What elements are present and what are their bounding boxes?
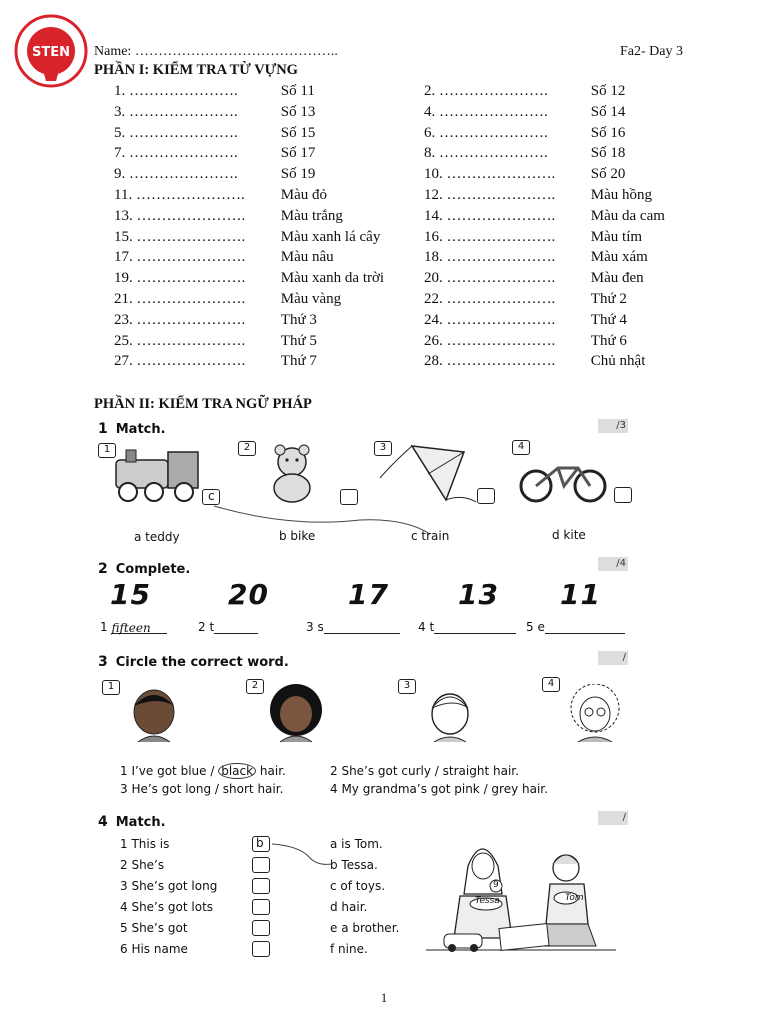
vocab-blank[interactable]: 9. …………………. <box>114 166 238 183</box>
vocab-prompt: Số 15 <box>280 124 316 141</box>
vocab-row <box>114 164 734 185</box>
number-15: 15 <box>110 578 151 611</box>
ex4-right-d: d hair. <box>330 900 368 914</box>
vocab-prompt: Màu vàng <box>280 290 342 307</box>
ex1-badge-1: 1 <box>98 443 116 458</box>
vocab-prompt: Số 16 <box>590 124 626 141</box>
ex4-answer-box-3[interactable] <box>252 878 270 894</box>
vocab-blank[interactable]: 17. …………………. <box>114 249 246 266</box>
ex1-badge-4: 4 <box>512 440 530 455</box>
ex3-badge-4: 4 <box>542 677 560 692</box>
ex3-sentence-4: 4 My grandma’s got pink / grey hair. <box>330 782 548 796</box>
vocab-prompt: Màu xanh lá cây <box>280 228 381 245</box>
vocab-blank[interactable]: 22. …………………. <box>424 290 556 307</box>
number-11: 11 <box>560 578 601 611</box>
vocab-row <box>114 102 734 123</box>
ex3-badge-1: 1 <box>102 680 120 695</box>
ex4-right-f: f nine. <box>330 942 368 956</box>
vocab-blank[interactable]: 1. …………………. <box>114 83 238 99</box>
vocab-prompt: Thứ 4 <box>590 311 627 328</box>
ex1-heading: 1 Match. <box>98 421 166 437</box>
boy-black-hair-picture <box>128 684 180 744</box>
ex4-heading: 4 Match. <box>98 814 166 830</box>
ex2-blank-2[interactable]: 2 t <box>198 620 258 634</box>
vocab-prompt: Màu tím <box>590 228 643 245</box>
vocab-prompt: Màu hồng <box>590 186 653 203</box>
boy-short-hair-picture <box>424 684 476 744</box>
vocab-row <box>114 185 734 206</box>
ex2-score: /4 <box>598 557 628 571</box>
vocab-blank[interactable]: 2. …………………. <box>424 83 548 99</box>
vocab-prompt: Thứ 3 <box>280 311 317 328</box>
train-picture <box>106 446 210 504</box>
ex4-left-3: 3 She’s got long <box>120 879 218 893</box>
ex3-score: / <box>598 651 628 665</box>
number-20: 20 <box>228 578 269 611</box>
vocab-row <box>114 123 734 144</box>
vocab-blank[interactable]: 15. …………………. <box>114 228 246 245</box>
vocab-blank[interactable]: 4. …………………. <box>424 103 548 120</box>
vocab-prompt: Màu trắng <box>280 207 343 224</box>
vocab-blank[interactable]: 5. …………………. <box>114 124 238 141</box>
vocab-prompt: Chủ nhật <box>590 353 646 370</box>
ex1-badge-2: 2 <box>238 441 256 456</box>
vocab-blank[interactable]: 18. …………………. <box>424 249 556 266</box>
vocab-prompt: Số 18 <box>590 145 626 162</box>
vocab-prompt: Màu xám <box>590 249 648 266</box>
ex1-option-b: b bike <box>279 529 316 543</box>
svg-text:STEN: STEN <box>32 45 70 60</box>
ex4-match-line <box>270 840 334 870</box>
ex4-right-e: e a brother. <box>330 921 400 935</box>
vocab-prompt: Thứ 6 <box>590 332 627 349</box>
tom-name-tag: Tom <box>565 893 584 903</box>
ex4-answer-box-4[interactable] <box>252 899 270 915</box>
vocab-prompt: Thứ 5 <box>280 332 317 349</box>
vocab-prompt: Số 12 <box>590 83 626 99</box>
vocab-blank[interactable]: 6. …………………. <box>424 124 548 141</box>
vocab-row <box>114 351 734 372</box>
vocab-row <box>114 206 734 227</box>
ex3-badge-3: 3 <box>398 679 416 694</box>
ex4-answer-box-6[interactable] <box>252 941 270 957</box>
ex3-sentence-3: 3 He’s got long / short hair. <box>120 782 284 796</box>
grandma-picture <box>566 684 624 744</box>
vocab-prompt: Thứ 7 <box>280 353 317 370</box>
vocab-blank[interactable]: 25. …………………. <box>114 332 246 349</box>
ex4-left-4: 4 She’s got lots <box>120 900 214 914</box>
name-field: Name: …………………………………….. <box>94 44 338 59</box>
vocab-blank[interactable]: 11. …………………. <box>114 186 245 203</box>
shirt-number: 9 <box>493 880 499 890</box>
vocab-prompt: Số 19 <box>280 166 316 183</box>
ex4-answer-1: b <box>256 836 264 850</box>
vocab-prompt: Số 14 <box>590 103 626 120</box>
girl-curly-hair-picture <box>264 684 328 744</box>
vocab-prompt: Màu da cam <box>590 207 665 224</box>
part1-title: PHẦN I: KIỂM TRA TỪ VỰNG <box>94 62 298 78</box>
vocab-row <box>114 81 734 102</box>
vocab-blank[interactable]: 24. …………………. <box>424 311 556 328</box>
vocab-row <box>114 331 734 352</box>
ex1-score: /3 <box>598 419 628 433</box>
vocab-prompt: Số 20 <box>590 166 626 183</box>
vocab-prompt: Số 11 <box>280 83 315 99</box>
ex4-left-2: 2 She’s <box>120 858 165 872</box>
vocab-blank[interactable]: 26. …………………. <box>424 332 556 349</box>
vocab-blank[interactable]: 12. …………………. <box>424 186 556 203</box>
ex3-sentence-1: 1 I’ve got blue / black hair. <box>120 764 286 778</box>
vocab-prompt: Màu nâu <box>280 249 334 266</box>
ex4-left-1: 1 This is <box>120 837 170 851</box>
vocab-blank[interactable]: 7. …………………. <box>114 145 238 162</box>
ex3-badge-2: 2 <box>246 679 264 694</box>
ex2-blank-1[interactable]: 1 fifteen <box>100 620 167 634</box>
vocab-blank[interactable]: 23. …………………. <box>114 311 246 328</box>
vocab-blank[interactable]: 27. …………………. <box>114 353 246 370</box>
ex4-right-b: b Tessa. <box>330 858 378 872</box>
sten-logo <box>14 14 88 88</box>
ex1-answer-1: c <box>208 489 215 503</box>
ex4-left-5: 5 She’s got <box>120 921 188 935</box>
ex2-blank-3[interactable]: 3 s <box>306 620 400 634</box>
vocab-row <box>114 143 734 164</box>
ex1-badge-3: 3 <box>374 441 392 456</box>
vocab-table <box>114 81 734 372</box>
ex4-score: / <box>598 811 628 825</box>
vocab-prompt: Màu đỏ <box>280 186 328 203</box>
ex3-heading: 3 Circle the correct word. <box>98 654 289 670</box>
circled-answer-black[interactable]: black <box>218 763 256 779</box>
vocab-row <box>114 227 734 248</box>
ex4-answer-box-2[interactable] <box>252 857 270 873</box>
vocab-blank[interactable]: 20. …………………. <box>424 270 556 287</box>
vocab-prompt: Màu đen <box>590 270 644 287</box>
vocab-prompt: Màu xanh da trời <box>280 270 385 287</box>
ex1-answer-box-3[interactable] <box>477 488 495 504</box>
number-13: 13 <box>458 578 499 611</box>
page-number: 1 <box>380 990 388 1005</box>
ex3-sentence-2: 2 She’s got curly / straight hair. <box>330 764 519 778</box>
ex1-option-a: a teddy <box>134 530 180 544</box>
tessa-tom-picture <box>426 838 616 956</box>
ex2-blank-4[interactable]: 4 t <box>418 620 516 634</box>
vocab-blank[interactable]: 10. …………………. <box>424 166 556 183</box>
ex2-heading: 2 Complete. <box>98 561 191 577</box>
part2-title: PHẦN II: KIỂM TRA NGỮ PHÁP <box>94 396 312 412</box>
vocab-row <box>114 289 734 310</box>
vocab-prompt: Số 17 <box>280 145 316 162</box>
ex1-option-d: d kite <box>552 528 586 542</box>
vocab-blank[interactable]: 14. …………………. <box>424 207 556 224</box>
number-17: 17 <box>348 578 389 611</box>
teddy-picture <box>256 444 334 504</box>
day-label: Fa2- Day 3 <box>620 44 683 59</box>
ex4-answer-box-5[interactable] <box>252 920 270 936</box>
match-line <box>200 500 440 540</box>
vocab-row <box>114 247 734 268</box>
vocab-blank[interactable]: 19. …………………. <box>114 270 246 287</box>
vocab-prompt: Thứ 2 <box>590 290 627 307</box>
vocab-row <box>114 268 734 289</box>
ex1-answer-box-4[interactable] <box>614 487 632 503</box>
ex4-left-6: 6 His name <box>120 942 188 956</box>
bike-picture <box>518 452 610 504</box>
vocab-blank[interactable]: 13. …………………. <box>114 207 246 224</box>
vocab-blank[interactable]: 21. …………………. <box>114 290 246 307</box>
ex4-right-a: a is Tom. <box>330 837 383 851</box>
vocab-prompt: Số 13 <box>280 103 316 120</box>
vocab-blank[interactable]: 3. …………………. <box>114 103 238 120</box>
ex4-right-c: c of toys. <box>330 879 386 893</box>
vocab-row <box>114 310 734 331</box>
vocab-blank[interactable]: 8. …………………. <box>424 145 548 162</box>
ex2-blank-5[interactable]: 5 e <box>526 620 625 634</box>
kite-picture <box>372 444 476 504</box>
vocab-blank[interactable]: 28. …………………. <box>424 353 556 370</box>
ex1-option-c: c train <box>411 529 450 543</box>
vocab-blank[interactable]: 16. …………………. <box>424 228 556 245</box>
tessa-name-tag: Tessa <box>475 896 500 906</box>
